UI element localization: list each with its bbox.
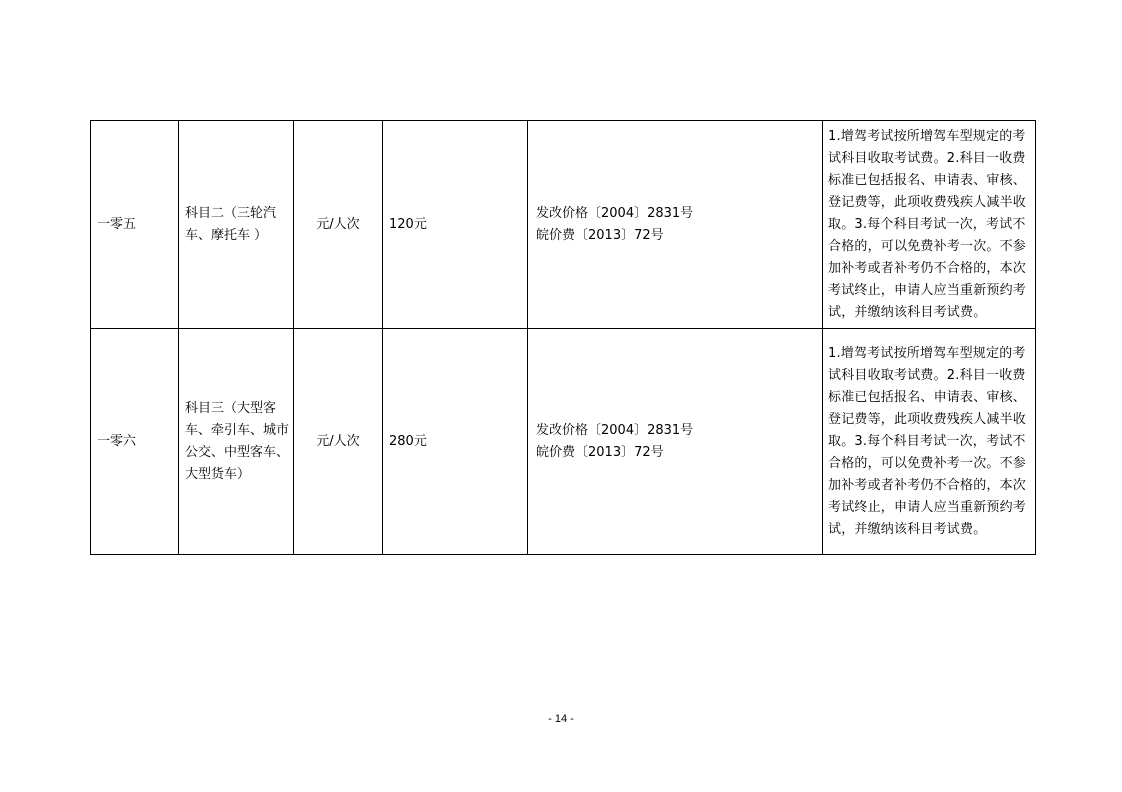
note-cell: 1.增驾考试按所增驾车型规定的考试科目收取考试费。2.科目一收费标准已包括报名、申请表、审核、登记费等，此项收费残疾人减半收取。3.每个科目考试一次，考试不合格的，可以免费补考一次。不参加补考或者补考仍不合格的，本次考试终止，申请人应当重新预约考试，并缴纳该科目考试费。 xyxy=(823,329,1036,555)
amount-cell: 280元 xyxy=(383,329,528,555)
basis-cell xyxy=(528,329,823,555)
note-cell: 1.增驾考试按所增驾车型规定的考试科目收取考试费。2.科目一收费标准已包括报名、申请表、审核、登记费等，此项收费残疾人减半收取。3.每个科目考试一次，考试不合格的，可以免费补考一次。不参加补考或者补考仍不合格的，本次考试终止，申请人应当重新预约考试，并缴纳该科目考试费。 xyxy=(823,121,1036,329)
subject-cell: 科目三（大型客车、牵引车、城市公交、中型客车、大型货车） xyxy=(179,329,294,555)
basis-line-2: 皖价费〔2013〕72号 xyxy=(536,444,664,460)
item-number-cell: 一零六 xyxy=(91,329,179,555)
page-number: - 14 - xyxy=(548,713,574,725)
unit-cell: 元/人次 xyxy=(294,121,383,329)
table-row xyxy=(91,329,1036,555)
basis-line-1: 发改价格〔2004〕2831号 xyxy=(536,422,694,438)
item-number-cell: 一零五 xyxy=(91,121,179,329)
basis-line-1: 发改价格〔2004〕2831号 xyxy=(536,205,694,221)
basis-cell xyxy=(528,121,823,329)
subject-cell: 科目二（三轮汽车、摩托车 ） xyxy=(179,121,294,329)
fee-table xyxy=(90,120,1036,555)
unit-cell: 元/人次 xyxy=(294,329,383,555)
amount-cell: 120元 xyxy=(383,121,528,329)
basis-line-2: 皖价费〔2013〕72号 xyxy=(536,227,664,243)
table-row xyxy=(91,121,1036,329)
